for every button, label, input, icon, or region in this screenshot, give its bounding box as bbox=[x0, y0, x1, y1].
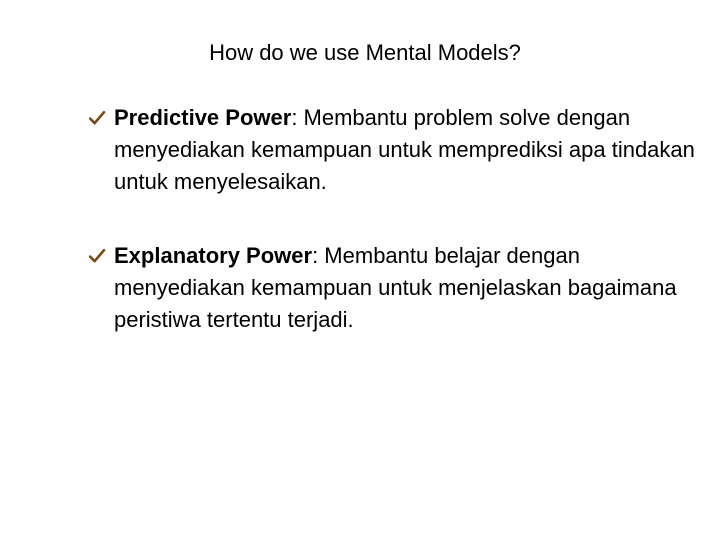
bullet-term: Explanatory Power bbox=[114, 243, 313, 268]
bullet-text: : Membantu belajar dengan menyediakan kemampuan untuk menjelaskan bagaimana peristiwa tertentu terjadi. bbox=[114, 243, 677, 332]
slide-title: How do we use Mental Models? bbox=[209, 40, 521, 65]
bullet-text: : Membantu problem solve dengan menyediakan kemampuan untuk memprediksi apa tindakan untuk menyelesaikan. bbox=[114, 105, 695, 194]
check-icon bbox=[88, 247, 106, 265]
check-icon bbox=[88, 109, 106, 127]
bullet-item-predictive-power bbox=[88, 102, 698, 198]
bullet-list bbox=[88, 102, 698, 336]
bullet-term: Predictive Power bbox=[114, 105, 292, 130]
bullet-item-explanatory-power bbox=[88, 240, 698, 336]
